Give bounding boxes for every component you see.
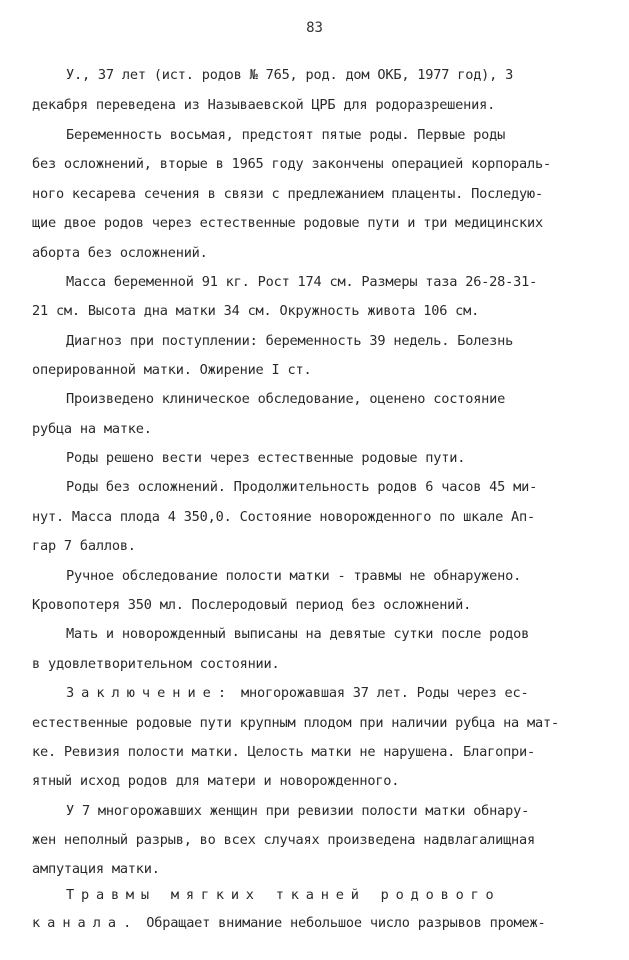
text-line: Роды решено вести через естественные родовые пути.: [66, 450, 466, 466]
text-line: оперированной матки. Ожирение I ст.: [32, 362, 312, 378]
text-line: рубца на матке.: [32, 421, 152, 437]
text-line: щие двое родов через естественные родовые пути и три медицинских: [32, 215, 543, 231]
canal-line: [0, 914, 629, 932]
text-line: Беременность восьмая, предстоят пятые роды. Первые роды: [66, 127, 506, 143]
page-number: 83: [306, 20, 323, 36]
text-line: У 7 многорожавших женщин при ревизии полости матки обнару-: [66, 803, 530, 819]
text-line: гар 7 баллов.: [32, 538, 136, 554]
text-line: У., 37 лет (ист. родов № 765, род. дом ОКБ, 1977 год), 3: [66, 67, 514, 83]
text-line: Произведено клиническое обследование, оценено состояние: [66, 391, 506, 407]
text-line: ке. Ревизия полости матки. Целость матки не нарушена. Благопри-: [32, 744, 536, 760]
text-line: ного кесарева сечения в связи с предлежанием плаценты. Последую-: [32, 186, 543, 202]
text-line: ампутация матки.: [32, 861, 160, 877]
conclusion-line: [0, 684, 629, 702]
text-line: Ручное обследование полости матки - травмы не обнаружено.: [66, 568, 522, 584]
text-line: Кровопотеря 350 мл. Послеродовый период без осложнений.: [32, 597, 472, 613]
text-line: 21 см. Высота дна матки 34 см. Окружность живота 106 см.: [32, 303, 480, 319]
text-line: аборта без осложнений.: [32, 245, 208, 261]
text-line: нут. Масса плода 4 350,0. Состояние новорожденного по шкале Ап-: [32, 509, 536, 525]
text-line: Диагноз при поступлении: беременность 39 недель. Болезнь: [66, 333, 514, 349]
text-line: декабря переведена из Называевской ЦРБ для родоразрешения.: [32, 97, 496, 113]
text-line: Масса беременной 91 кг. Рост 174 см. Размеры таза 26-28-31-: [66, 274, 538, 290]
section-heading: Травмы мягких тканей родового: [66, 887, 501, 903]
text-line: ятный исход родов для матери и новорожденного.: [32, 773, 400, 789]
canal-heading: канала.: [32, 915, 139, 931]
text-line: Мать и новорожденный выписаны на девятые сутки после родов: [66, 626, 530, 642]
text-line: естественные родовые пути крупным плодом при наличии рубца на мат-: [32, 715, 559, 731]
text-line: без осложнений, вторые в 1965 году закончены операцией корпораль-: [32, 156, 551, 172]
text-line: жен неполный разрыв, во всех случаях произведена надвлагалищная: [32, 832, 536, 848]
conclusion-heading: Заключение:: [66, 685, 234, 701]
conclusion-text: многорожавшая 37 лет. Роды через ес-: [233, 685, 529, 701]
text-line: Роды без осложнений. Продолжительность родов 6 часов 45 ми-: [66, 479, 538, 495]
text-line: в удовлетворительном состоянии.: [32, 656, 280, 672]
canal-text: Обращает внимание небольшое число разрывов промеж-: [138, 915, 546, 931]
